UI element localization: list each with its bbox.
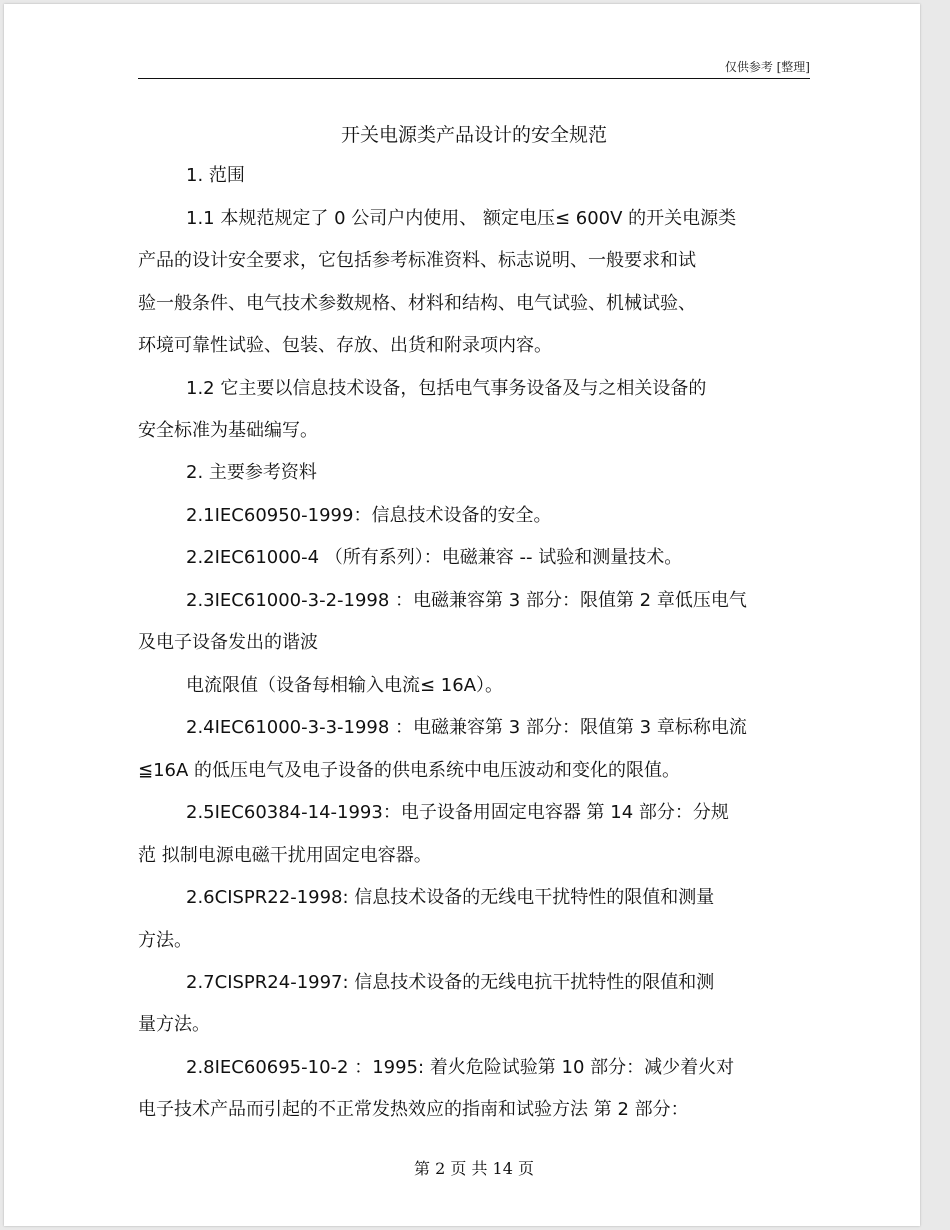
document-page: [4, 4, 920, 1226]
reference-line: 及电子设备发出的谐波: [138, 632, 318, 653]
reference-line: 电子技术产品而引起的不正常发热效应的指南和试验方法 第 2 部分：: [138, 1099, 689, 1120]
reference-line: 方法。: [138, 930, 192, 951]
reference-line: 2.7CISPR24-1997: 信息技术设备的无线电抗干扰特性的限值和测: [186, 972, 715, 993]
paragraph-line: 安全标准为基础编写。: [138, 420, 318, 441]
reference-line: 量方法。: [138, 1014, 210, 1035]
reference-line: 电流限值（设备每相输入电流≤ 16A）。: [186, 675, 504, 696]
reference-line: 2.2IEC61000-4 （所有系列）：电磁兼容 -- 试验和测量技术。: [186, 547, 683, 568]
reference-line: 2.8IEC60695-10-2 ：1995: 着火危险试验第 10 部分：减少着火对: [186, 1057, 735, 1078]
paragraph-line: 环境可靠性试验、包装、存放、出货和附录项内容。: [138, 335, 552, 356]
reference-line: 2.1IEC60950-1999：信息技术设备的安全。: [186, 505, 552, 526]
header-rule: [138, 78, 810, 79]
document-title: 开关电源类产品设计的安全规范: [340, 124, 607, 146]
paragraph-line: 产品的设计安全要求，它包括参考标准资料、标志说明、一般要求和试: [138, 250, 696, 271]
paragraph-line: 1.1 本规范规定了 0 公司户内使用、 额定电压≤ 600V 的开关电源类: [186, 208, 737, 229]
section-heading: 2. 主要参考资料: [186, 462, 317, 483]
reference-line: ≦16A 的低压电气及电子设备的供电系统中电压波动和变化的限值。: [138, 760, 681, 781]
paragraph-line: 1.2 它主要以信息技术设备，包括电气事务设备及与之相关设备的: [186, 378, 707, 399]
reference-line: 2.3IEC61000-3-2-1998 ：电磁兼容第 3 部分：限值第 2 章低压电气: [186, 590, 747, 611]
reference-line: 2.5IEC60384-14-1993：电子设备用固定电容器 第 14 部分：分规: [186, 802, 729, 823]
section-heading: 1. 范围: [186, 165, 245, 186]
reference-line: 范 拟制电源电磁干扰用固定电容器。: [138, 845, 432, 866]
paragraph-line: 验一般条件、电气技术参数规格、材料和结构、电气试验、机械试验、: [138, 293, 696, 314]
header-note: 仅供参考 [整理]: [724, 60, 810, 74]
reference-line: 2.4IEC61000-3-3-1998 ：电磁兼容第 3 部分：限值第 3 章标称电流: [186, 717, 747, 738]
page-number: 第 2 页 共 14 页: [414, 1159, 534, 1178]
reference-line: 2.6CISPR22-1998: 信息技术设备的无线电干扰特性的限值和测量: [186, 887, 715, 908]
